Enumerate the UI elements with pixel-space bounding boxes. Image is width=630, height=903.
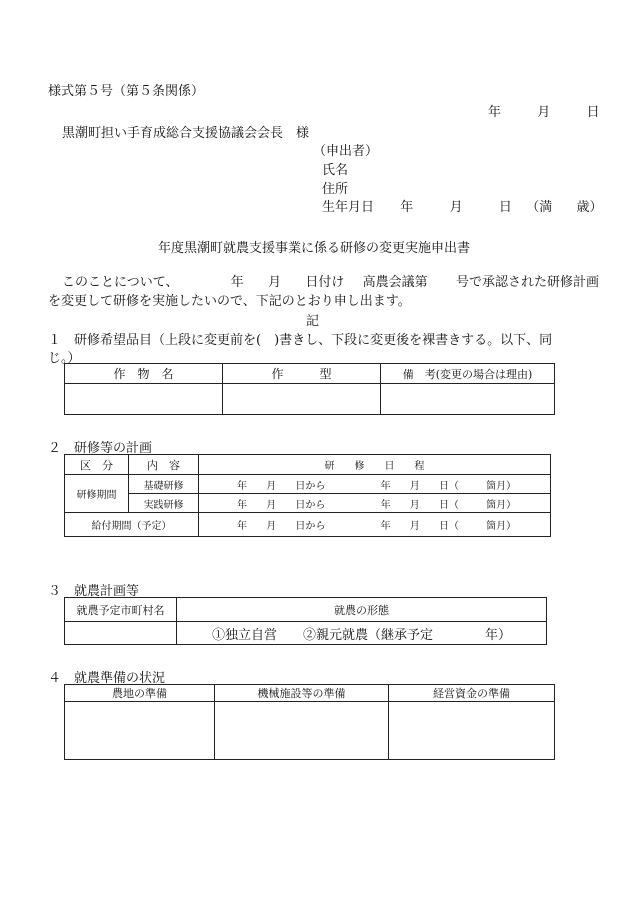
basic-months: 箇月） bbox=[486, 480, 517, 492]
farming-form-header: 就農の形態 bbox=[177, 598, 547, 622]
section4-title: ４ 就農準備の状況 bbox=[48, 671, 166, 686]
section1-line-2: じ。） bbox=[48, 351, 81, 366]
address-label: 住所 bbox=[322, 182, 349, 197]
birth-line bbox=[322, 196, 603, 215]
basic-y2: 年 bbox=[380, 480, 391, 492]
age-open-label: （満 bbox=[526, 200, 553, 215]
form-number: 様式第５号（第５条関係） bbox=[48, 84, 205, 99]
training-plan-table bbox=[64, 454, 551, 537]
body-line-1 bbox=[62, 271, 599, 290]
farmland-cell[interactable] bbox=[65, 702, 215, 760]
birth-label: 生年月日 bbox=[322, 200, 375, 215]
basic-d2: 日（ bbox=[438, 480, 459, 492]
ki-label: 記 bbox=[306, 314, 320, 329]
practical-d1: 日から bbox=[295, 499, 326, 511]
naiyou-header: 内 容 bbox=[129, 455, 199, 475]
basic-m2: 月 bbox=[409, 480, 420, 492]
payment-d2: 日（ bbox=[438, 521, 459, 532]
practical-y1: 年 bbox=[237, 499, 247, 511]
section1-line-1: １ 研修希望品目（上段に変更前を( )書きし、下段に変更後を裸書きする。以下、同 bbox=[48, 333, 553, 348]
practical-training-schedule[interactable] bbox=[199, 494, 551, 513]
body-line1-a: このことについて、 bbox=[62, 275, 179, 290]
addressee: 黒潮町担い手育成総合支援協議会会長 様 bbox=[62, 126, 310, 141]
date-month-label: 月 bbox=[537, 105, 551, 120]
municipality-header: 就農予定市町村名 bbox=[65, 598, 177, 622]
body-line1-c: 号で承認された研修計画 bbox=[455, 275, 599, 290]
crop-table bbox=[64, 363, 555, 415]
payment-months: 箇月） bbox=[486, 521, 517, 532]
payment-y2: 年 bbox=[380, 521, 391, 532]
basic-d1: 日から bbox=[295, 480, 326, 492]
preparation-table bbox=[64, 684, 555, 760]
applicant-heading: （申出者） bbox=[313, 144, 379, 159]
crop-name-header: 作 物 名 bbox=[65, 364, 223, 384]
payment-y1: 年 bbox=[237, 521, 247, 532]
body-line-2: を変更して研修を実施したいので、下記のとおり申し出ます。 bbox=[48, 294, 411, 309]
training-period-label: 研修期間 bbox=[65, 475, 129, 513]
basic-training-schedule[interactable] bbox=[199, 475, 551, 494]
practical-y2: 年 bbox=[380, 499, 391, 511]
schedule-header: 研 修 日 程 bbox=[199, 455, 551, 475]
crop-note-header: 備 考(変更の場合は理由) bbox=[381, 364, 555, 384]
practical-m1: 月 bbox=[266, 499, 277, 511]
basic-training-label: 基礎研修 bbox=[129, 475, 199, 494]
practical-training-label: 実践研修 bbox=[129, 494, 199, 513]
body-line1-year: 年 bbox=[230, 275, 244, 290]
farmland-header: 農地の準備 bbox=[65, 685, 215, 702]
body-line1-b: 高農会議第 bbox=[362, 275, 428, 290]
municipality-cell[interactable] bbox=[65, 622, 177, 645]
crop-name-cell[interactable] bbox=[65, 384, 223, 415]
birth-month-label: 月 bbox=[449, 200, 463, 215]
section2-title: ２ 研修等の計画 bbox=[48, 441, 153, 456]
date-year-label: 年 bbox=[488, 105, 502, 120]
equipment-cell[interactable] bbox=[215, 702, 389, 760]
birth-year-label: 年 bbox=[400, 200, 414, 215]
crop-note-cell[interactable] bbox=[381, 384, 555, 415]
basic-m1: 月 bbox=[266, 480, 277, 492]
document-title: 年度黒潮町就農支援事業に係る研修の変更実施申出書 bbox=[158, 241, 471, 256]
payment-d1: 日から bbox=[295, 521, 326, 532]
payment-m2: 月 bbox=[409, 521, 420, 532]
date-day-label: 日 bbox=[586, 105, 600, 120]
section3-title: ３ 就農計画等 bbox=[48, 584, 140, 599]
equipment-header: 機械施設等の準備 bbox=[215, 685, 389, 702]
payment-period-schedule[interactable] bbox=[199, 513, 551, 537]
date-line bbox=[488, 101, 600, 120]
age-close-label: 歳） bbox=[576, 200, 603, 215]
farming-plan-table bbox=[64, 597, 547, 645]
body-line1-day: 日付け bbox=[305, 275, 345, 290]
birth-day-label: 日 bbox=[498, 200, 512, 215]
crop-type-header: 作 型 bbox=[223, 364, 381, 384]
kubun-header: 区 分 bbox=[65, 455, 129, 475]
payment-m1: 月 bbox=[266, 521, 277, 532]
practical-m2: 月 bbox=[409, 499, 420, 511]
practical-months: 箇月） bbox=[486, 499, 517, 511]
body-line1-month: 月 bbox=[268, 275, 282, 290]
funds-header: 経営資金の準備 bbox=[389, 685, 555, 702]
funds-cell[interactable] bbox=[389, 702, 555, 760]
name-label: 氏名 bbox=[322, 163, 349, 178]
crop-type-cell[interactable] bbox=[223, 384, 381, 415]
practical-d2: 日（ bbox=[438, 499, 459, 511]
basic-y1: 年 bbox=[237, 480, 247, 492]
payment-period-label: 給付期間（予定） bbox=[65, 513, 199, 537]
farming-form-options[interactable]: ①独立自営 ②親元就農（継承予定 年） bbox=[177, 622, 547, 645]
